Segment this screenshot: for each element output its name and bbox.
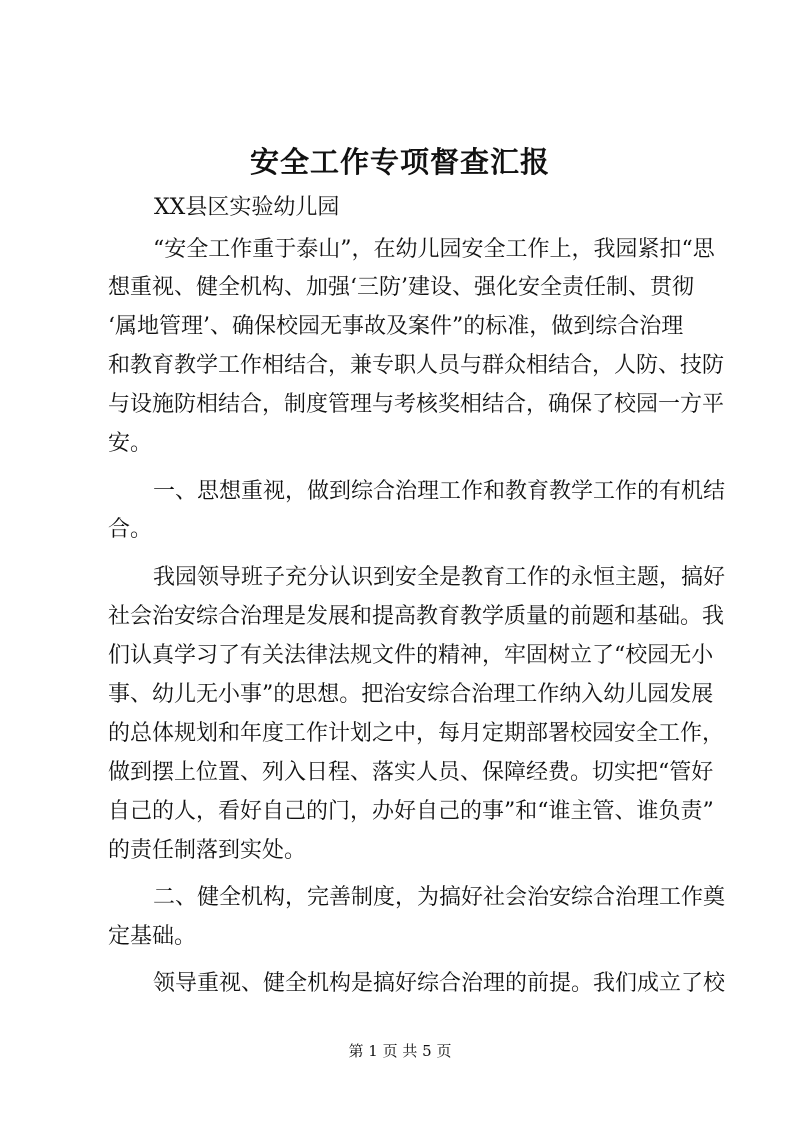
section-heading-line: 一、思想重视，做到综合治理工作和教育教学工作的有机结	[153, 479, 726, 504]
paragraph-line: 和教育教学工作相结合，兼专职人员与群众相结合，人防、技防	[108, 353, 725, 378]
page-number-footer: 第 1 页 共 5 页	[348, 1042, 452, 1060]
document-title: 安全工作专项督查汇报	[249, 145, 550, 179]
document-author: XX县区实验幼儿园	[154, 195, 340, 220]
paragraph-line: 领导重视、健全机构是搞好综合治理的前提。我们成立了校	[153, 971, 726, 996]
paragraph-line: 与设施防相结合，制度管理与考核奖相结合，确保了校园一方平	[108, 392, 725, 417]
paragraph-line: 的责任制落到实处。	[108, 838, 307, 863]
paragraph-line: 想重视、健全机构、加强‘三防’建设、强化安全责任制、贯彻	[108, 275, 694, 300]
paragraph-line: 社会治安综合治理是发展和提高教育教学质量的前题和基础。我	[108, 604, 725, 629]
paragraph-line: ‘属地管理’、确保校园无事故及案件”的标准，做到综合治理	[108, 314, 684, 339]
paragraph-line: 的总体规划和年度工作计划之中，每月定期部署校园安全工作，	[108, 721, 725, 746]
paragraph-line: 安。	[108, 431, 153, 456]
paragraph-line: 们认真学习了有关法律法规文件的精神，牢固树立了“校园无小	[108, 643, 714, 668]
paragraph-line: 事、幼儿无小事”的思想。把治安综合治理工作纳入幼儿园发展	[108, 682, 714, 707]
section-heading-line: 定基础。	[108, 924, 197, 949]
paragraph-line: 自己的人，看好自己的门，办好自己的事”和“谁主管、谁负责”	[108, 799, 714, 824]
paragraph-line: “安全工作重于泰山”，在幼儿园安全工作上，我园紧扣“思	[153, 237, 715, 262]
section-heading-line: 合。	[108, 517, 153, 542]
section-heading-line: 二、健全机构，完善制度，为搞好社会治安综合治理工作奠	[153, 885, 726, 910]
paragraph-line: 做到摆上位置、列入日程、落实人员、保障经费。切实把“管好	[108, 760, 714, 785]
paragraph-line: 我园领导班子充分认识到安全是教育工作的永恒主题，搞好	[153, 565, 726, 590]
